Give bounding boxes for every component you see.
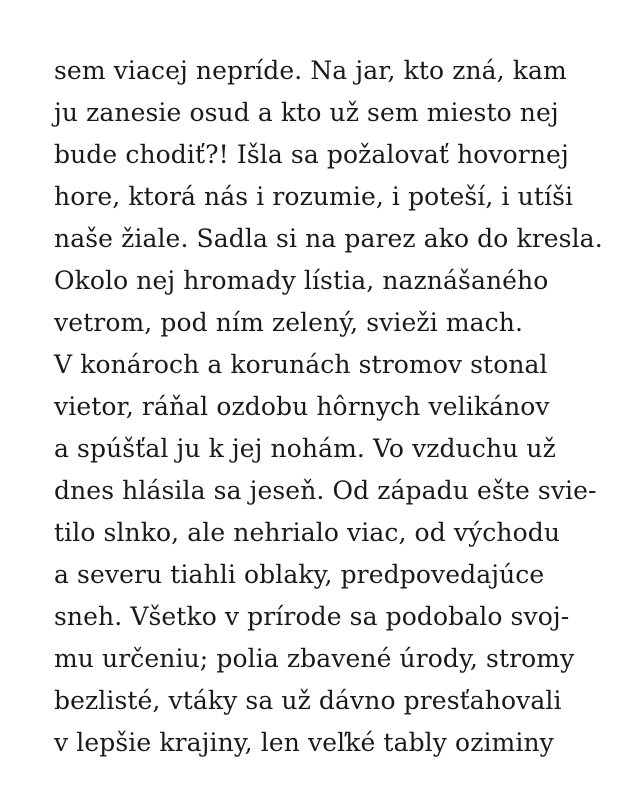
text-line: V konároch a korunách stromov stonal [54, 350, 548, 379]
text-line: bude chodiť?! Išla sa požalovať hovornej [54, 140, 569, 169]
text-line: v lepšie krajiny, len veľké tably oziminy [54, 728, 554, 757]
text-line: dnes hlásila sa jeseň. Od západu ešte svie- [54, 476, 597, 505]
text-line: hore, ktorá nás i rozumie, i poteší, i utíši [54, 182, 574, 211]
text-line: vietor, ráňal ozdobu hôrnych velikánov [54, 392, 550, 421]
body-text [54, 50, 614, 764]
text-line: naše žiale. Sadla si na parez ako do kresla. [54, 224, 603, 253]
text-line: a severu tiahli oblaky, predpovedajúce [54, 560, 545, 589]
text-line: sem viacej nepríde. Na jar, kto zná, kam [54, 56, 567, 85]
text-line: sneh. Všetko v prírode sa podobalo svoj- [54, 602, 570, 631]
text-line: mu určeniu; polia zbavené úrody, stromy [54, 644, 575, 673]
text-line: Okolo nej hromady lístia, naznášaného [54, 266, 549, 295]
text-line: a spúšťal ju k jej nohám. Vo vzduchu už [54, 434, 556, 463]
text-line: bezlisté, vtáky sa už dávno presťahovali [54, 686, 562, 715]
text-line: tilo slnko, ale nehrialo viac, od východu [54, 518, 561, 547]
text-line: vetrom, pod ním zelený, svieži mach. [54, 308, 523, 337]
text-line: ju zanesie osud a kto už sem miesto nej [54, 98, 559, 127]
